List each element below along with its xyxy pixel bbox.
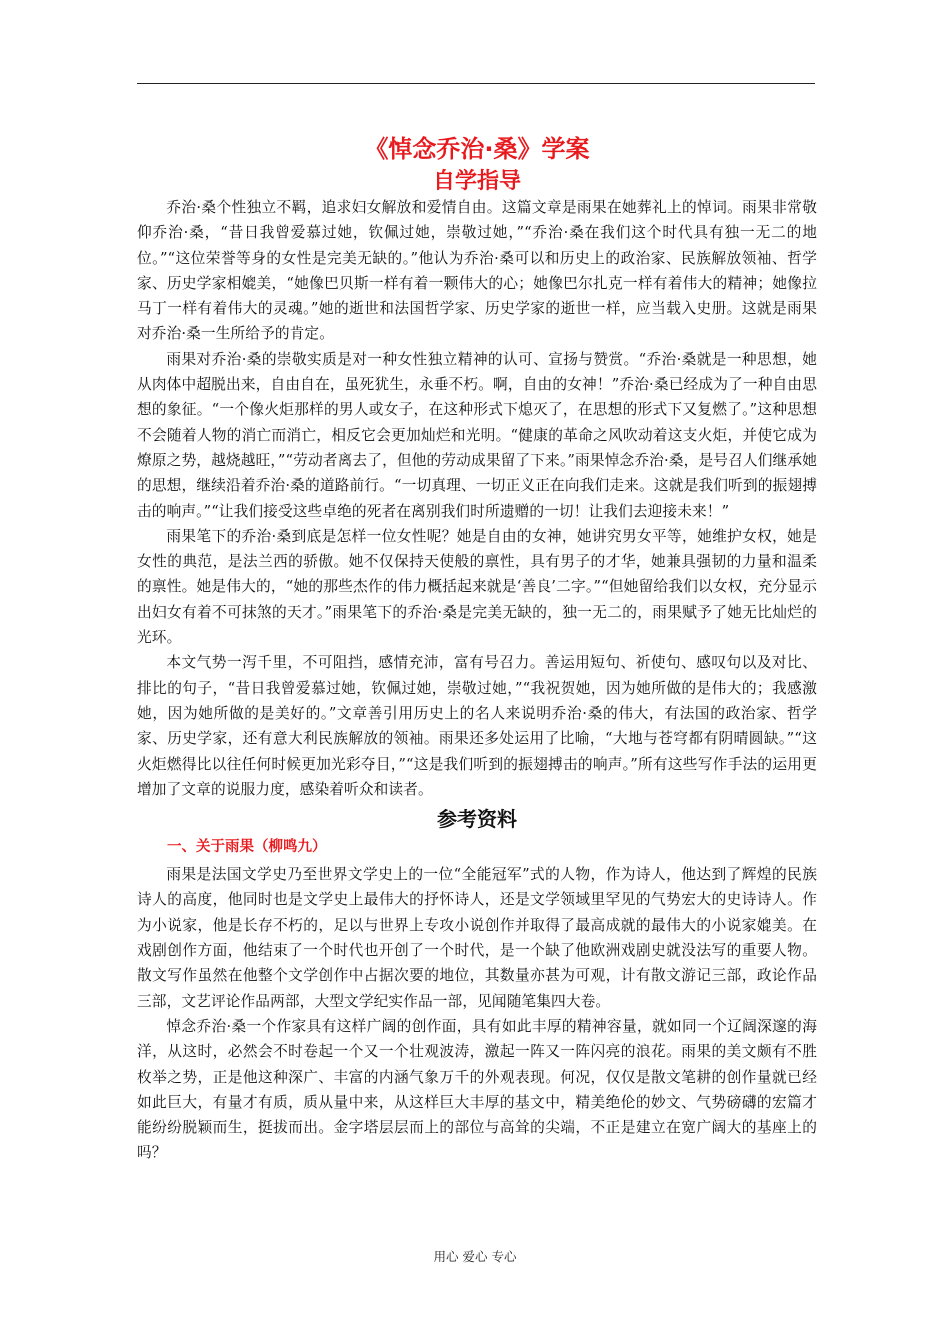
section-heading-guide: 自学指导	[432, 169, 521, 194]
subsection-heading-hugo: 一、关于雨果（柳鸣九）	[167, 839, 327, 856]
guide-paragraph-1: 乔治·桑个性独立不羁，追求妇女解放和爱情自由。这篇文章是雨果在她葬礼上的悼词。雨果非常敬仰乔治·桑，“昔日我曾爱慕过她，钦佩过她，崇敬过她，”“乔治·桑在我们这个时代具有独一无二的地位。”“这位荣誉等身的女性是完美无缺的。”他认为乔治·桑可以和历史上的政治家、民族解放领袖、哲学家、历史学家相媲美，“她像巴贝斯一样有着一颗伟大的心；她像巴尔扎克一样有着伟大的精神；她像拉马丁一样有着伟大的灵魂。”她的逝世和法国哲学家、历史学家的逝世一样，应当载入史册。这就是雨果对乔治·桑一生所给予的肯定。	[137, 199, 817, 343]
document-body	[137, 133, 817, 1166]
guide-paragraph-4: 本文气势一泻千里，不可阻挡，感情充沛，富有号召力。善运用短句、祈使句、感叹句以及对比、排比的句子，“昔日我曾爱慕过她，钦佩过她，崇敬过她，”“我祝贺她，因为她所做的是伟大的；我感激她，因为她所做的是美好的。”文章善引用历史上的名人来说明乔治·桑的伟大，有法国的政治家、哲学家、历史学家，还有意大利民族解放的领袖。雨果还多处运用了比喻，“大地与苍穹都有阴晴圆缺。”“这火炬燃得比以往任何时候更加光彩夺目，”“这是我们听到的振翅搏击的响声。”所有这些写作手法的运用更增加了文章的说服力度，感染着听众和读者。	[137, 654, 817, 798]
reference-paragraph-1: 雨果是法国文学史乃至世界文学史上的一位“全能冠军”式的人物，作为诗人，他达到了辉煌的民族诗人的高度，他同时也是文学史上最伟大的抒怀诗人，还是文学领域里罕见的气势宏大的史诗诗人。作为小说家，他是长存不朽的，足以与世界上专攻小说创作并取得了最高成就的最伟大的小说家媲美。在戏剧创作方面，他结束了一个时代也开创了一个时代，是一个缺了他欧洲戏剧史就没法写的重要人物。散文写作虽然在他整个文学创作中占据次要的地位，其数量亦甚为可观，计有散文游记三部，政论作品三部，文艺评论作品两部，大型文学纪实作品一部，见闻随笔集四大卷。	[137, 866, 817, 1010]
guide-paragraph-3: 雨果笔下的乔治·桑到底是怎样一位女性呢？她是自由的女神，她讲究男女平等，她维护女权，她是女性的典范，是法兰西的骄傲。她不仅保持天使般的禀性，具有男子的才华，她兼具强韧的力量和温柔的禀性。她是伟大的，“她的那些杰作的伟力概括起来就是‘善良’二字。”“但她留给我们以女权，充分显示出妇女有着不可抹煞的天才。”雨果笔下的乔治·桑是完美无缺的，独一无二的，雨果赋予了她无比灿烂的光环。	[137, 527, 817, 647]
guide-paragraph-2: 雨果对乔治·桑的崇敬实质是对一种女性独立精神的认可、宣扬与赞赏。“乔治·桑就是一种思想，她从肉体中超脱出来，自由自在，虽死犹生，永垂不朽。啊，自由的女神！”乔治·桑已经成为了一种自由思想的象征。“一个像火炬那样的男人或女子，在这种形式下熄灭了，在思想的形式下又复燃了。”这种思想不会随着人物的消亡而消亡，相反它会更加灿烂和光明。“健康的革命之风吹动着这支火炬，并使它成为燎原之势，越烧越旺，”“劳动者离去了，但他的劳动成果留了下来。”雨果悼念乔治·桑，是号召人们继承她的思想，继续沿着乔治·桑的道路前行。“一切真理、一切正义正在向我们走来。这就是我们听到的振翅搏击的响声。”“让我们接受这些卓绝的死者在离别我们时所遗赠的一切！让我们去迎接未来！”	[137, 350, 817, 520]
reference-paragraph-2: 悼念乔治·桑一个作家具有这样广阔的创作面，具有如此丰厚的精神容量，就如同一个辽阔深邃的海洋，从这时，必然会不时卷起一个又一个壮观波涛，激起一阵又一阵闪亮的浪花。雨果的美文颇有不胜枚举之势，正是他这种深广、丰富的内涵气象万千的外观表现。何况，仅仅是散文笔耕的创作量就已经如此巨大，有量才有质，质从量中来，从这样巨大丰厚的基文中，精美绝伦的妙文、气势磅礴的宏篇才能纷纷脱颖而生，挺拔而出。金字塔层层而上的部位与高耸的尖端，不正是建立在宽广阔大的基座上的吗？	[137, 1017, 817, 1162]
document-title: 《悼念乔治·桑》学案	[364, 135, 590, 163]
page-footer: 用心 爱心 专心	[433, 1249, 517, 1264]
header-rule	[137, 83, 815, 84]
section-heading-reference: 参考资料	[437, 807, 517, 832]
